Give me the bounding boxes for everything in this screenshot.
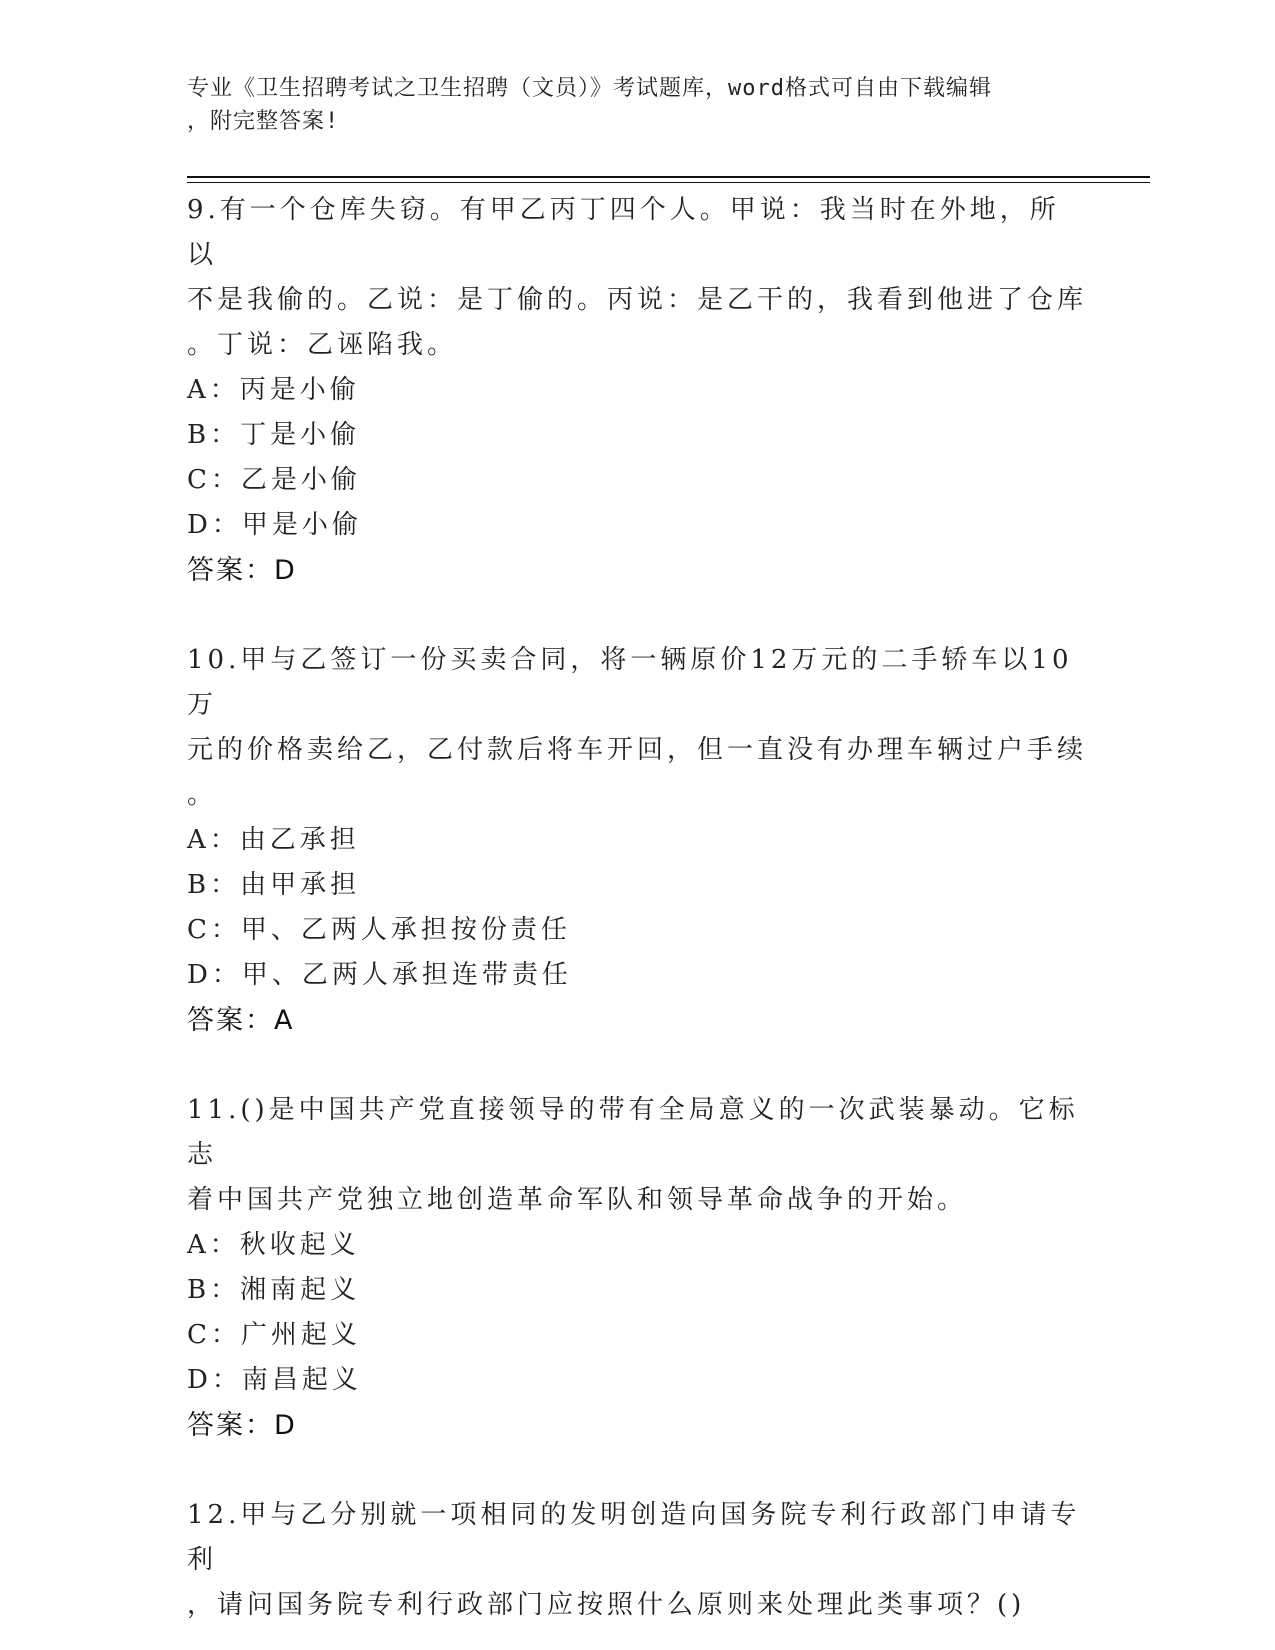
question-12 <box>187 1493 1087 1628</box>
question-text-line: 10.甲与乙签订一份买卖合同，将一辆原价12万元的二手轿车以10万 <box>187 645 1073 720</box>
question-text-line: 着中国共产党独立地创造革命军队和领导革命战争的开始。 <box>187 1185 968 1215</box>
question-10 <box>187 638 1087 1043</box>
question-text-line: 11.()是中国共产党直接领导的带有全局意义的一次武装暴动。它标志 <box>187 1095 1079 1170</box>
question-spacer <box>187 1448 1087 1493</box>
question-text-line: 12.甲与乙分别就一项相同的发明创造向国务院专利行政部门申请专利 <box>187 1500 1081 1575</box>
header-divider-thin <box>187 182 1150 183</box>
option-d: D：甲是小偷 <box>187 510 362 540</box>
option-c: C：甲、乙两人承担按份责任 <box>187 915 571 945</box>
question-text-line: 9.有一个仓库失窃。有甲乙丙丁四个人。甲说：我当时在外地，所以 <box>187 195 1060 270</box>
question-11 <box>187 1088 1087 1448</box>
question-list <box>187 188 1087 1628</box>
option-d: D：甲、乙两人承担连带责任 <box>187 960 572 990</box>
answer-label: 答案：D <box>187 1410 297 1441</box>
option-a: A：丙是小偷 <box>187 375 360 405</box>
option-d: D：南昌起义 <box>187 1365 362 1395</box>
option-b: B：丁是小偷 <box>187 420 361 450</box>
question-spacer <box>187 593 1087 638</box>
question-spacer <box>187 1043 1087 1088</box>
question-9 <box>187 188 1087 593</box>
answer-label: 答案：A <box>187 1005 295 1036</box>
header-line-2: ，附完整答案! <box>187 109 340 134</box>
option-c: C：广州起义 <box>187 1320 361 1350</box>
question-text-line: ，请问国务院专利行政部门应按照什么原则来处理此类事项？() <box>187 1590 1026 1620</box>
question-text-line: 。 <box>187 780 218 810</box>
option-b: B：湘南起义 <box>187 1275 361 1305</box>
header-line-1: 专业《卫生招聘考试之卫生招聘（文员）》考试题库，word格式可自由下载编辑 <box>187 76 992 101</box>
header-divider-thick <box>187 176 1150 178</box>
option-a: A：秋收起义 <box>187 1230 360 1260</box>
question-text-line: 不是我偷的。乙说：是丁偷的。丙说：是乙干的，我看到他进了仓库 <box>187 285 1088 315</box>
answer-label: 答案：D <box>187 555 297 586</box>
document-header <box>187 72 1067 138</box>
question-text-line: 。丁说：乙诬陷我。 <box>187 330 458 360</box>
option-b: B：由甲承担 <box>187 870 361 900</box>
option-c: C：乙是小偷 <box>187 465 361 495</box>
option-a: A：由乙承担 <box>187 825 360 855</box>
question-text-line: 元的价格卖给乙，乙付款后将车开回，但一直没有办理车辆过户手续 <box>187 735 1088 765</box>
